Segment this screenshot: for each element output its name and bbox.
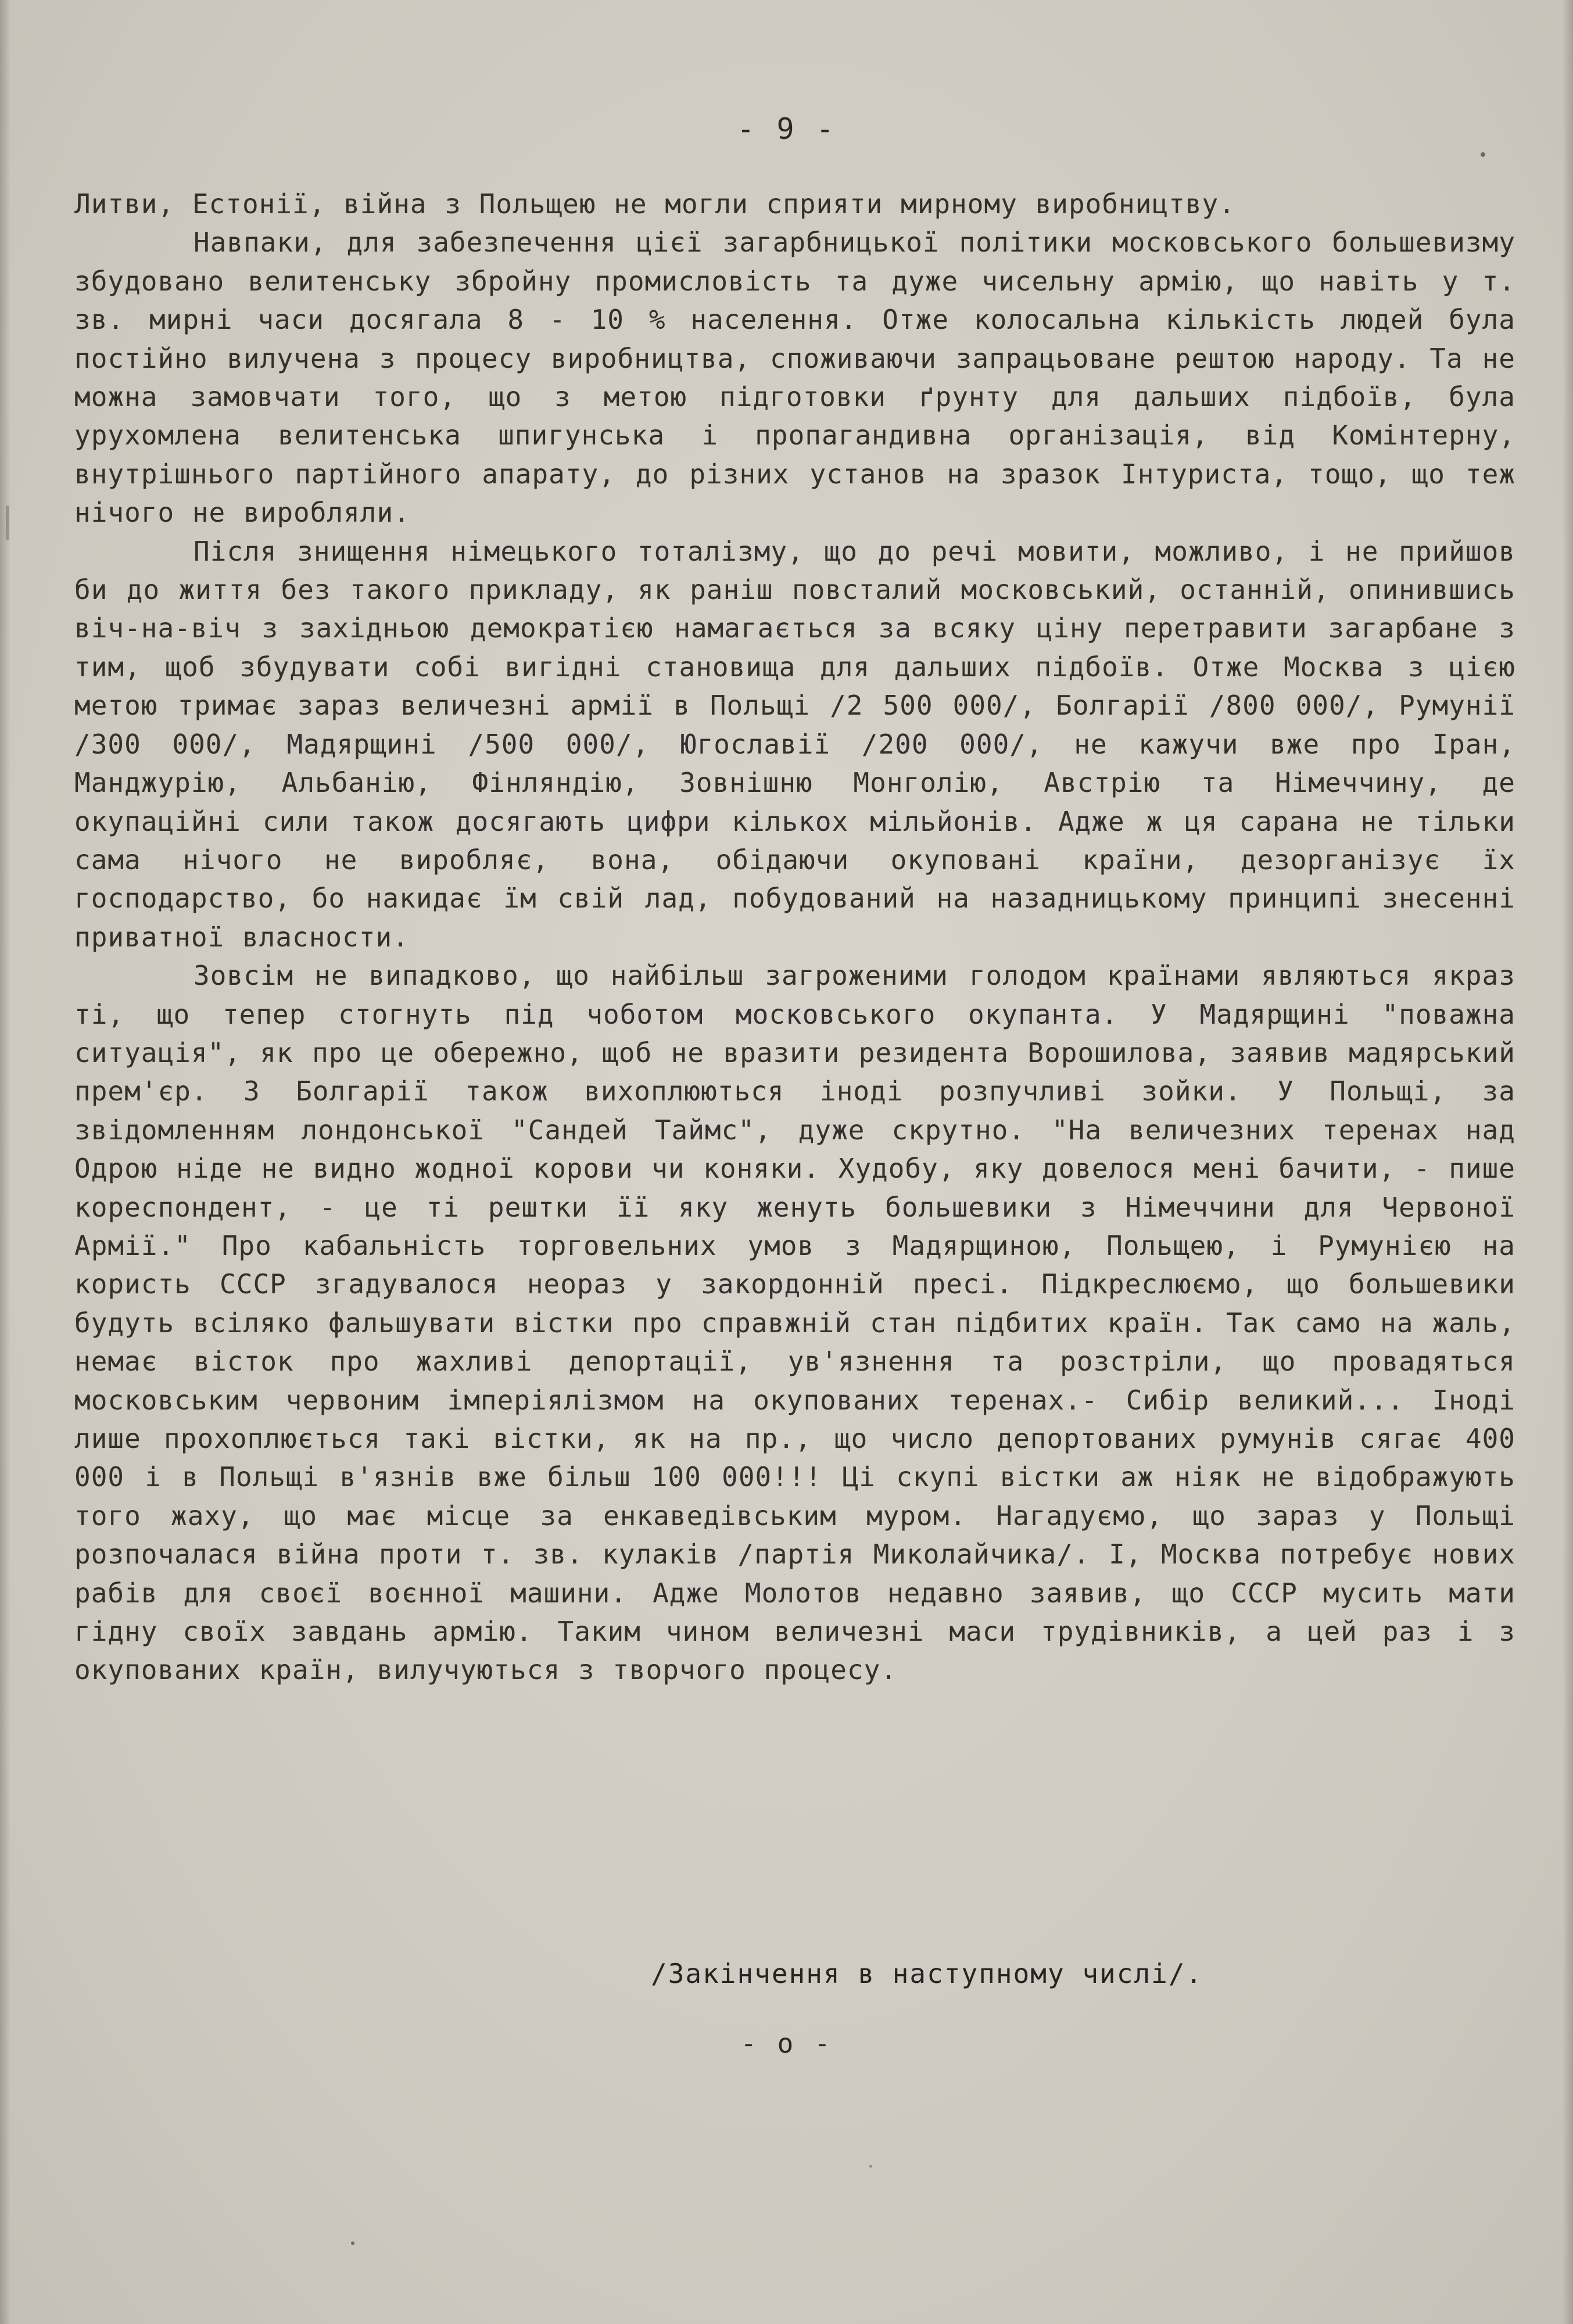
left-edge-shadow — [0, 0, 10, 2324]
paragraph-2: Навпаки, для забезпечення цієї загарбницької політики московського большевизму збудовано велитенську збройну промисловість та дуже чисельну армію, що навіть у т. зв. мирні часи досягала 8 - 10 % населення. Отже колосальна кількість людей була постійно вилучена з процесу виробництва, споживаючи запрацьоване рештою народу. Та не можна замовчати того, що з метою підготовки ґрунту для дальших підбоїв, була урухомлена велитенська шпигунська і пропагандивна організація, від Комінтерну, внутрішнього партійного апарату, до різних установ на зразок Інтуриста, тощо, що теж нічого не виробляли. — [74, 227, 1515, 529]
end-mark: - о - — [740, 2028, 833, 2059]
paper-speck — [1481, 152, 1485, 157]
paragraph-4: Зовсім не випадково, що найбільш загроженими голодом країнами являються якраз ті, що тепер стогнуть під чоботом московського окупанта. У Мадярщині "поважна ситуація", як про це обережно, щоб не вразити резидента Ворошилова, заявив мадярський прем'єр. З Болгарії також вихоплюються іноді розпучливі зойки. У Польщі, за звідомленням лондонської "Сандей Таймс", дуже скрутно. "На величезних теренах над Одрою ніде не видно жодної корови чи коняки. Худобу, яку довелося мені бачити, - пише кореспондент, - це ті рештки її яку женуть большевики з Німеччини для Червоної Армії." Про кабальність торговельних умов з Мадярщиною, Польщею, і Румунією на користь СССР згадувалося неораз у закордонній пресі. Підкреслюємо, що большевики будуть всіляко фальшувати вістки про справжній стан підбитих країн. Так само на жаль, немає вісток про жахливі депортації, ув'язнення та розстріли, що провадяться московським червоним імперіялізмом на окупованих теренах.- Сибір великий... Іноді лише прохоплюється такі вістки, як на пр., що число депортованих румунів сягає 400 000 і в Польщі в'язнів вже більш 100 000!!! Ці скупі вістки аж ніяк не відображують того жаху, що має місце за енкаведівським муром. Нагадуємо, що зараз у Польщі розпочалася війна проти т. зв. кулаків /партія Миколайчика/. І, Москва потребує нових рабів для своєї воєнної машини. Адже Молотов недавно заявив, що СССР мусить мати гідну своїх завдань армію. Таким чином величезні маси трудівників, а цей раз і з окупованих країн, вилучуються з творчого процесу. — [74, 960, 1515, 1686]
body-text — [74, 185, 1515, 1690]
paper-speck — [869, 2165, 872, 2168]
paragraph-1: Литви, Естонії, війна з Польщею не могли сприяти мирному виробництву. — [74, 188, 1235, 220]
paper-speck — [351, 2241, 354, 2245]
right-edge-shadow — [1563, 0, 1573, 2324]
page-number: - 9 - — [737, 112, 836, 146]
continuation-note: /Закінчення в наступному числі/. — [651, 1958, 1203, 1989]
paper-mark — [6, 505, 9, 540]
paragraph-3: Після знищення німецького тоталізму, що до речі мовити, можливо, і не прийшов би до життя без такого прикладу, як раніш повсталий московський, останній, опинившись віч-на-віч з західньою демократією намагається за всяку ціну перетравити загарбане з тим, щоб збудувати собі вигідні становища для дальших підбоїв. Отже Москва з цією метою тримає зараз величезні армії в Польщі /2 500 000/, Болгарії /800 000/, Румунії /300 000/, Мадярщині /500 000/, Югославії /200 000/, не кажучи вже про Іран, Манджурію, Альбанію, Фінляндію, Зовнішню Монголію, Австрію та Німеччину, де окупаційні сили також досягають цифри кількох мільйонів. Адже ж ця сарана не тільки сама нічого не виробляє, вона, обідаючи окуповані країни, дезорганізує їх господарство, бо накидає їм свій лад, побудований на назадницькому принципі знесенні приватної власности. — [74, 535, 1515, 953]
